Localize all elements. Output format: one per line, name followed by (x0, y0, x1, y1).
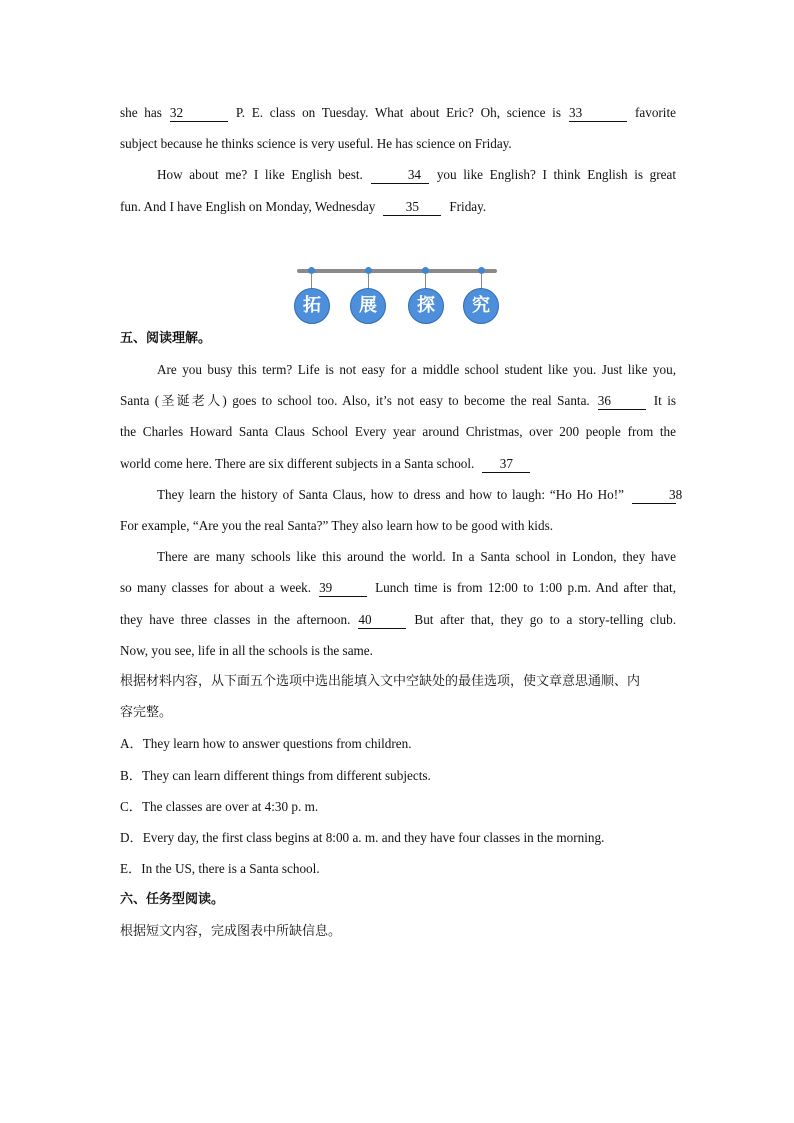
option-letter: D． (120, 830, 143, 846)
text-line: subject because he thinks science is very useful. He has science on Friday. (120, 136, 512, 152)
option-d[interactable] (120, 822, 676, 853)
blank-32[interactable]: 32 (170, 106, 228, 122)
section-banner (290, 262, 504, 332)
text-line: There are many schools like this around the world. In a Santa school in London, they have (157, 549, 676, 565)
banner-rail (297, 269, 497, 273)
document-page (120, 97, 683, 947)
banner-circle-jiu: 究 (463, 288, 499, 324)
blank-35[interactable]: 35 (383, 200, 441, 216)
text: favorite (634, 105, 676, 120)
text: Lunch time is from 12:00 to 1:00 p.m. And after that, (375, 580, 676, 596)
option-letter: C． (120, 798, 142, 814)
instruction-text: 根据材料内容，从下面五个选项中选出能填入文中空缺处的最佳选项，使文章意思通顺、内 (120, 674, 641, 690)
text-line: Are you busy this term? Life is not easy for a middle school student like you. Just like you, (157, 362, 676, 378)
text-line (120, 97, 676, 128)
option-text: They learn how to answer questions from children. (142, 736, 412, 752)
option-letter: A． (120, 736, 143, 752)
option-c[interactable] (120, 791, 676, 822)
text: world come here. There are six different subjects in a Santa school. (120, 455, 475, 471)
text-line (120, 159, 676, 190)
banner-circle-tuo: 拓 (294, 288, 330, 324)
blank-40[interactable]: 40 (358, 613, 406, 629)
text: But after that, they go to a story-telling club. (414, 611, 676, 627)
text-line: For example, “Are you the real Santa?” They also learn how to be good with kids. (120, 518, 553, 534)
text-line (120, 479, 683, 510)
option-a[interactable] (120, 728, 676, 759)
section-heading-5: 五、阅读理解。 (120, 330, 212, 346)
text: so many classes for about a week. (120, 580, 312, 596)
blank-38[interactable]: 38 (632, 488, 676, 504)
instruction-text: 根据短文内容，完成图表中所缺信息。 (120, 923, 342, 939)
text-line (120, 448, 676, 479)
blank-36[interactable]: 36 (598, 394, 646, 410)
text: How about me? I like English best. (157, 167, 363, 183)
blank-39[interactable]: 39 (319, 581, 367, 597)
text-line: the Charles Howard Santa Claus School Every year around Christmas, over 200 people from the (120, 424, 676, 440)
text: fun. And I have English on Monday, Wednesday (120, 198, 376, 214)
text: you like English? I think English is great (436, 167, 677, 183)
text-line (120, 191, 676, 222)
text-line (120, 604, 676, 635)
text: Friday. (449, 198, 487, 214)
option-b[interactable] (120, 760, 676, 791)
blank-34[interactable]: 34 (371, 168, 429, 184)
text: they have three classes in the afternoon. (120, 611, 351, 627)
section-heading-6: 六、任务型阅读。 (120, 892, 225, 908)
option-text: The classes are over at 4:30 p. m. (141, 798, 319, 814)
text: Santa (圣诞老人) goes to school too. Also, it’s not easy to become the real Santa. (120, 393, 590, 409)
text: They learn the history of Santa Claus, how to dress and how to laugh: “Ho Ho Ho!” (157, 486, 624, 502)
text-line (120, 385, 676, 416)
option-text: They can learn different things from different subjects. (141, 767, 431, 783)
text-line: Now, you see, life in all the schools is the same. (120, 642, 373, 658)
blank-37[interactable]: 37 (482, 457, 530, 473)
instruction-text: 容完整。 (120, 705, 173, 721)
banner-circle-zhan: 展 (350, 288, 386, 324)
blank-33[interactable]: 33 (569, 106, 627, 122)
option-letter: B． (120, 767, 142, 783)
text: P. E. class on Tuesday. What about Eric? Oh, science is (235, 105, 561, 120)
option-text: Every day, the first class begins at 8:00 a. m. and they have four classes in the morning. (142, 830, 605, 846)
text: It is (653, 393, 676, 409)
banner-circle-tan: 探 (408, 288, 444, 324)
option-e[interactable] (120, 853, 676, 884)
option-letter: E． (120, 861, 142, 877)
text: she has (120, 105, 162, 120)
text-line (120, 572, 676, 603)
option-text: In the US, there is a Santa school. (141, 861, 320, 877)
